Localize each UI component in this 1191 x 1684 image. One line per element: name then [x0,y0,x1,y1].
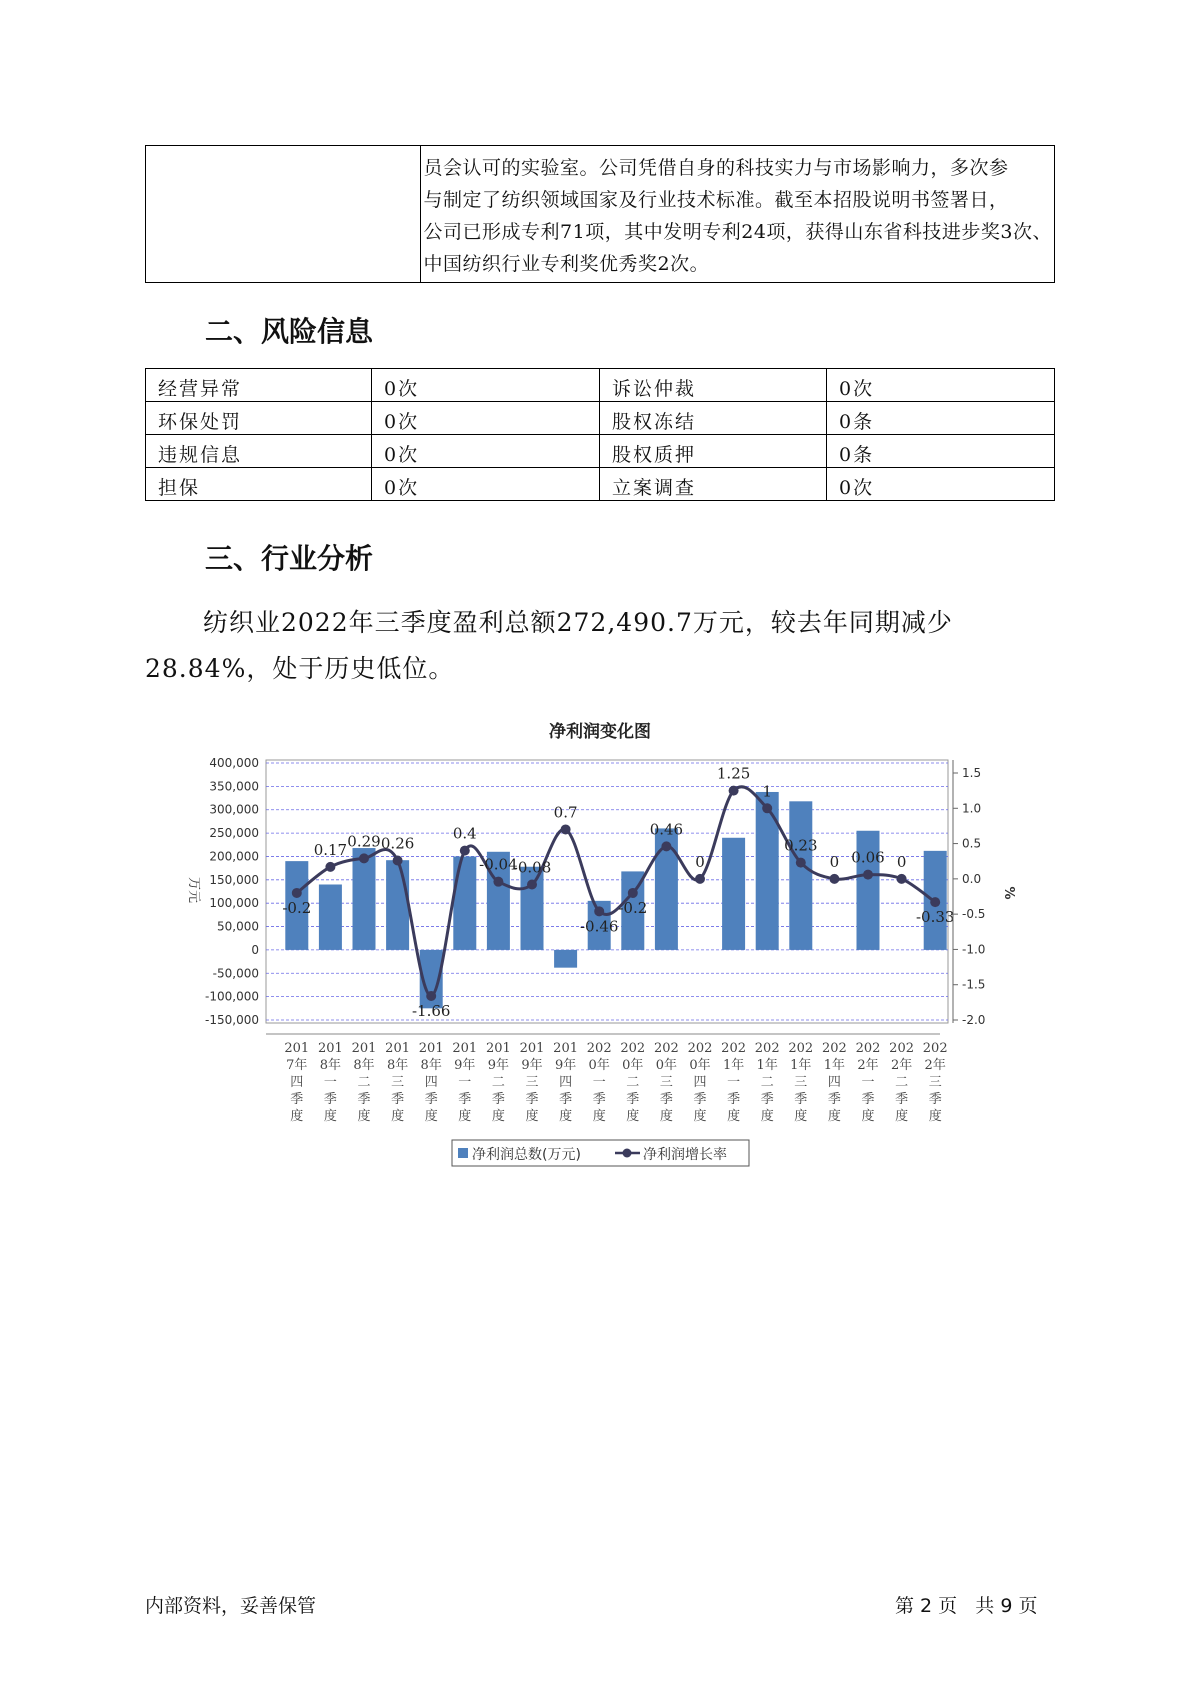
legend-bar-label: 净利润总数(万元) [472,1147,581,1163]
line-point [325,862,335,872]
x-tick-label: 季 [357,1092,371,1107]
x-tick-label: 季 [592,1092,606,1107]
x-tick-label: 度 [928,1109,942,1124]
y-tick-label: 350,000 [209,779,259,794]
bar-series [285,792,946,1008]
y2-tick-label: 0.0 [962,871,982,886]
risk-label: 经营异常 [146,369,372,402]
line-point [527,880,537,890]
y2-tick-label: 1.0 [962,801,982,816]
x-tick-label: 季 [827,1092,841,1107]
data-label: -1.66 [411,1002,451,1021]
x-tick-label: 度 [458,1109,472,1124]
y2-tick-label: -1.5 [962,977,986,992]
x-tick-label: 201 [317,1041,343,1056]
risk-value: 0次 [372,369,600,402]
data-label: 0.17 [313,840,348,859]
x-tick-label: 度 [323,1109,337,1124]
section-industry-title: 三、行业分析 [205,542,374,575]
risk-value: 0次 [372,435,600,468]
data-label: 1 [762,782,772,801]
x-tick-label: 9年 [454,1058,476,1073]
x-tick-label: 度 [357,1109,371,1124]
x-tick-label: 三 [525,1075,539,1090]
x-tick-label: 7年 [286,1058,308,1073]
x-tick-label: 季 [290,1092,304,1107]
x-tick-label: 201 [284,1041,310,1056]
risk-value: 0次 [372,402,600,435]
x-tick-label: 度 [592,1109,606,1124]
paragraph-line: 纺织业2022年三季度盈利总额272,490.7万元，较去年同期减少 [203,608,953,637]
data-label: -0.33 [915,908,955,927]
x-tick-label: 度 [693,1109,707,1124]
x-tick-label: 0年 [588,1058,610,1073]
bar [722,838,745,950]
x-tick-label: 季 [659,1092,673,1107]
y-tick-label: 200,000 [209,849,259,864]
x-tick-label: 季 [458,1092,472,1107]
y-tick-label: -50,000 [212,966,259,981]
risk-label: 环保处罚 [146,402,372,435]
line-point [493,877,503,887]
data-label: 0.23 [784,836,818,855]
risk-value: 0条 [827,435,1055,468]
x-tick-label: 度 [525,1109,539,1124]
chart-legend [452,1140,749,1166]
footer-confidential: 内部资料，妥善保管 [145,1595,317,1617]
x-tick-label: 202 [922,1041,948,1056]
x-tick-label: 度 [491,1109,505,1124]
x-tick-label: 季 [525,1092,539,1107]
y-tick-label: 50,000 [217,919,259,934]
intro-line: 员会认可的实验室。公司凭借自身的科技实力与市场影响力，多次参 [423,157,1009,179]
risk-label: 诉讼仲裁 [600,369,827,402]
x-tick-label: 8年 [353,1058,375,1073]
y-axis-label: 万元 [186,876,201,904]
x-tick-label: 度 [760,1109,774,1124]
y-tick-label: -150,000 [205,1013,259,1027]
y2-tick-label: -0.5 [962,907,986,922]
x-tick-label: 季 [727,1092,741,1107]
y2-tick-label: -2.0 [962,1013,986,1027]
x-tick-label: 202 [721,1041,747,1056]
x-tick-label: 1年 [790,1058,812,1073]
x-tick-label: 1年 [756,1058,778,1073]
y2-tick-label: 1.5 [962,766,982,780]
x-tick-label: 季 [928,1092,942,1107]
x-tick-label: 二 [357,1075,371,1090]
x-tick-label: 度 [895,1109,909,1124]
x-tick-label: 2年 [924,1058,946,1073]
line-point [863,870,873,880]
line-point [561,824,571,834]
x-tick-label: 四 [827,1075,841,1090]
x-tick-label: 202 [586,1041,612,1056]
x-tick-label: 季 [391,1092,405,1107]
chart-title: 净利润变化图 [549,722,651,742]
x-tick-label: 四 [693,1075,707,1090]
bar [756,792,779,950]
y2-tick-label: -1.0 [962,942,986,957]
x-tick-label: 9年 [487,1058,510,1073]
x-tick-label: 201 [452,1041,478,1056]
bar [554,950,577,968]
section-risk-title: 二、风险信息 [205,315,374,348]
line-point [796,858,806,868]
line-point [829,874,839,884]
line-point [897,874,907,884]
data-label: -0.46 [579,917,619,936]
intro-line: 与制定了纺织领域国家及行业技术标准。截至本招股说明书签署日， [423,189,1009,211]
legend-line-marker [623,1149,632,1158]
x-tick-label: 0年 [655,1058,678,1073]
x-tick-label: 季 [760,1092,774,1107]
x-tick-label: 1年 [722,1058,745,1073]
x-tick-label: 1年 [823,1058,846,1073]
line-point [930,897,940,907]
x-tick-label: 季 [693,1092,707,1107]
line-point [762,803,772,813]
y-tick-label: 100,000 [209,896,259,911]
bar [386,860,409,950]
x-tick-label: 度 [827,1109,841,1124]
risk-value: 0次 [827,468,1055,501]
risk-label: 立案调查 [600,468,827,501]
data-label: -0.2 [618,898,648,917]
x-tick-label: 度 [290,1109,304,1124]
x-tick-label: 度 [559,1109,573,1124]
paragraph-line: 28.84%，处于历史低位。 [145,654,455,683]
x-tick-label: 四 [424,1075,438,1090]
x-tick-label: 度 [861,1109,875,1124]
line-point [661,841,671,851]
y2-tick-label: 0.5 [962,836,982,851]
data-label: 0.06 [851,848,885,867]
legend-bar-swatch [458,1148,468,1158]
bar [319,884,342,949]
line-point [695,874,705,884]
x-tick-label: 二 [626,1075,640,1090]
data-label: -0.08 [512,858,552,877]
x-tick-label: 度 [659,1109,673,1124]
x-tick-label: 二 [491,1075,505,1090]
line-point [729,786,739,796]
x-tick-label: 202 [687,1041,713,1056]
data-label: 0 [695,852,705,871]
x-tick-label: 季 [794,1092,808,1107]
y-tick-label: 250,000 [209,826,259,841]
y-tick-label: -100,000 [205,989,259,1004]
x-tick-label: 202 [788,1041,814,1056]
x-tick-label: 201 [519,1041,545,1056]
intro-line: 中国纺织行业专利奖优秀奖2次。 [423,253,710,275]
x-tick-label: 度 [727,1109,741,1124]
data-label: 0 [829,852,840,871]
line-point [393,856,403,866]
x-tick-label: 季 [861,1092,875,1107]
x-tick-label: 二 [895,1075,909,1090]
x-tick-label: 9年 [554,1058,577,1073]
x-tick-label: 0年 [622,1058,644,1073]
x-tick-label: 201 [351,1041,377,1056]
x-tick-label: 202 [821,1041,847,1056]
line-point [292,888,302,898]
x-tick-label: 202 [620,1041,646,1056]
x-tick-label: 季 [559,1092,573,1107]
data-label: -0.04 [479,855,518,874]
data-label: 0.29 [347,832,381,851]
x-tick-label: 季 [626,1092,640,1107]
x-tick-label: 三 [659,1075,673,1090]
x-tick-label: 8年 [386,1058,409,1073]
risk-label: 担保 [146,468,372,501]
data-label: -0.2 [282,898,312,917]
x-tick-label: 季 [424,1092,438,1107]
x-tick-label: 三 [794,1075,808,1090]
data-label: 1.25 [716,764,751,783]
x-tick-label: 202 [889,1041,915,1056]
x-tick-label: 一 [727,1075,741,1090]
x-tick-label: 一 [323,1075,337,1090]
line-point [359,853,369,863]
x-tick-label: 8年 [319,1058,342,1073]
risk-label: 股权质押 [600,435,827,468]
x-tick-label: 四 [290,1075,304,1090]
bar [789,801,812,950]
x-tick-label: 度 [626,1109,640,1124]
data-label: 0.46 [649,820,684,839]
x-tick-label: 季 [323,1092,337,1107]
bar [453,856,476,949]
x-tick-label: 度 [391,1109,405,1124]
risk-value: 0条 [827,402,1055,435]
line-point [628,888,638,898]
x-tick-label: 三 [391,1075,405,1090]
x-tick-label: 四 [559,1075,573,1090]
x-tick-label: 201 [418,1041,444,1056]
x-tick-label: 一 [861,1075,875,1090]
x-tick-label: 季 [895,1092,909,1107]
x-tick-label: 9年 [521,1058,543,1073]
y-tick-label: 150,000 [209,872,259,887]
x-tick-label: 201 [553,1041,579,1056]
risk-value: 0次 [827,369,1055,402]
data-label: 0.26 [380,834,415,853]
x-tick-label: 202 [653,1041,679,1056]
line-point [460,846,470,856]
x-tick-label: 2年 [857,1058,879,1073]
legend-line-label: 净利润增长率 [643,1147,727,1163]
page-number: 第 2 页 共 9 页 [895,1595,1038,1617]
line-point [426,991,436,1001]
line-point [594,906,604,916]
risk-label: 违规信息 [146,435,372,468]
risk-value: 0次 [372,468,600,501]
data-label: 0.4 [452,824,477,843]
x-tick-label: 度 [794,1109,808,1124]
bar [521,867,544,950]
x-tick-label: 8年 [420,1058,442,1073]
x-tick-label: 201 [385,1041,411,1056]
x-tick-label: 季 [491,1092,505,1107]
x-tick-label: 201 [485,1041,511,1056]
x-tick-label: 202 [754,1041,780,1056]
x-tick-labels [284,1041,947,1124]
x-tick-label: 一 [592,1075,606,1090]
x-tick-label: 三 [928,1075,942,1090]
x-tick-label: 一 [458,1075,472,1090]
y-tick-label: 400,000 [209,756,259,770]
x-tick-label: 0年 [689,1058,711,1073]
y-tick-label: 300,000 [209,802,259,817]
data-label: 0 [896,852,907,871]
y2-axis-label: % [1001,886,1016,900]
x-tick-label: 2年 [890,1058,913,1073]
x-tick-label: 202 [855,1041,881,1056]
intro-line: 公司已形成专利71项，其中发明专利24项，获得山东省科技进步奖3次、 [423,221,1052,243]
risk-label: 股权冻结 [600,402,827,435]
data-labels [282,765,954,1020]
data-label: 0.7 [553,803,578,822]
x-tick-label: 度 [424,1109,438,1124]
y-tick-label: 0 [251,942,259,957]
x-tick-label: 二 [760,1075,774,1090]
